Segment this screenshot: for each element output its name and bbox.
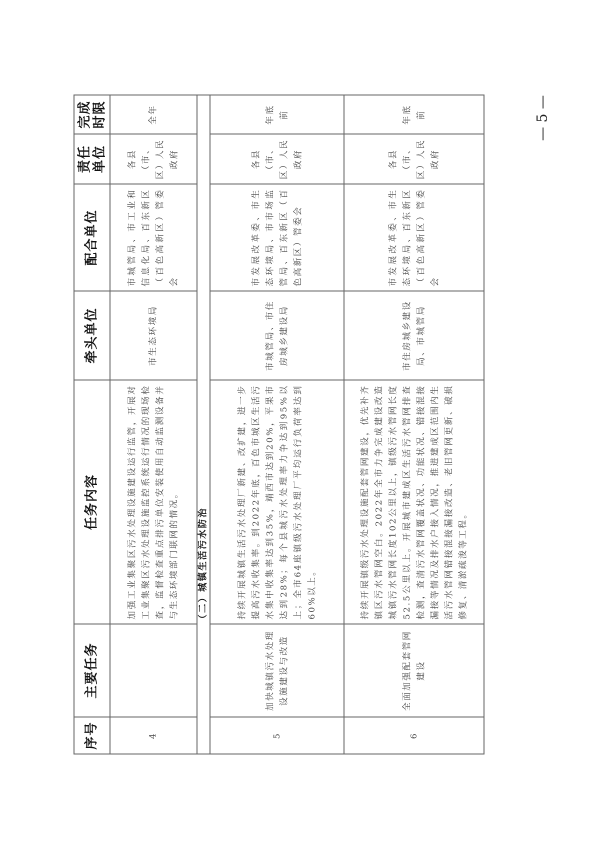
section-row [197,95,210,754]
cell-no: 6 [344,717,484,754]
cell-main-task [110,624,197,717]
cell-deadline: 年底前 [210,95,344,134]
cell-main-task: 加快城镇污水处理设施建设与改造 [210,624,344,717]
task-table-rotated [73,95,483,754]
header-no: 序号 [74,717,110,754]
table-row [110,95,197,754]
cell-coop: 市城管局、市工业和信息化局、百东新区（百色高新区）管委会 [110,184,197,291]
table-row [210,95,344,754]
cell-coop: 市发展改革委、市生态环境局、市市场监管局、百东新区（百色高新区）管委会 [210,184,344,291]
section-heading: （二）城镇生活污水防治 [197,95,210,754]
cell-main-task: 全面加强配套管网建设 [344,624,484,717]
cell-lead: 市生态环境局 [110,291,197,380]
header-content: 任务内容 [74,380,110,624]
header-coop: 配合单位 [74,184,110,291]
cell-content: 加强工业集聚区污水处理设施建设运行监管，开展对工业集聚区污水处理设施监控系统运行情况的现场检查，监督检查重点排污单位安装使用自动监测设备并与生态环境部门联网的情况。 [110,380,197,624]
task-table [73,94,484,754]
header-lead: 牵头单位 [74,291,110,380]
header-deadline: 完成时限 [74,95,110,134]
cell-deadline: 年底前 [344,95,484,134]
cell-no: 5 [210,717,344,754]
header-responsible: 责任单位 [74,134,110,184]
table-row [344,95,484,754]
cell-content: 持续开展城镇生活污水处理厂新建、改扩建，进一步提高污水收集率。到2022年底，百色市城区生活污水集中收集率达到35%，靖西市达到20%，平果市达到28%；每个县城污水处理率力争达到95%以上；全市64座镇级污水处理厂平均运行负荷率达到60%以上。 [210,380,344,624]
cell-deadline: 全年 [110,95,197,134]
header-row [74,95,110,754]
cell-lead: 市城管局、市住房城乡建设局 [210,291,344,380]
cell-responsible: 各县（市、区）人民政府 [110,134,197,184]
cell-coop: 市发展改革委、市生态环境局、百东新区（百色高新区）管委会 [344,184,484,291]
header-main-task: 主要任务 [74,624,110,717]
cell-content: 持续开展镇级污水处理设施配套管网建设，优先补齐镇区污水管网空白。2022年全市力争完成建设改造城镇污水管网长度102公里以上，镇级污水管网长度52.5公里以上。开展城市建成区生活污水管网排查检测，查清污水管网覆盖状况、功能状况、错接混接漏接等情况及排水户接入情况，推进建成区范围内生活污水管网错接混接漏接改造、老旧管网更新、破损修复、清淤疏浚等工程。 [344,380,484,624]
page-number: — 5 — [535,95,551,141]
cell-lead: 市住房城乡建设局、市城管局 [344,291,484,380]
cell-responsible: 各县（市、区）人民政府 [210,134,344,184]
cell-no: 4 [110,717,197,754]
cell-responsible: 各县（市、区）人民政府 [344,134,484,184]
